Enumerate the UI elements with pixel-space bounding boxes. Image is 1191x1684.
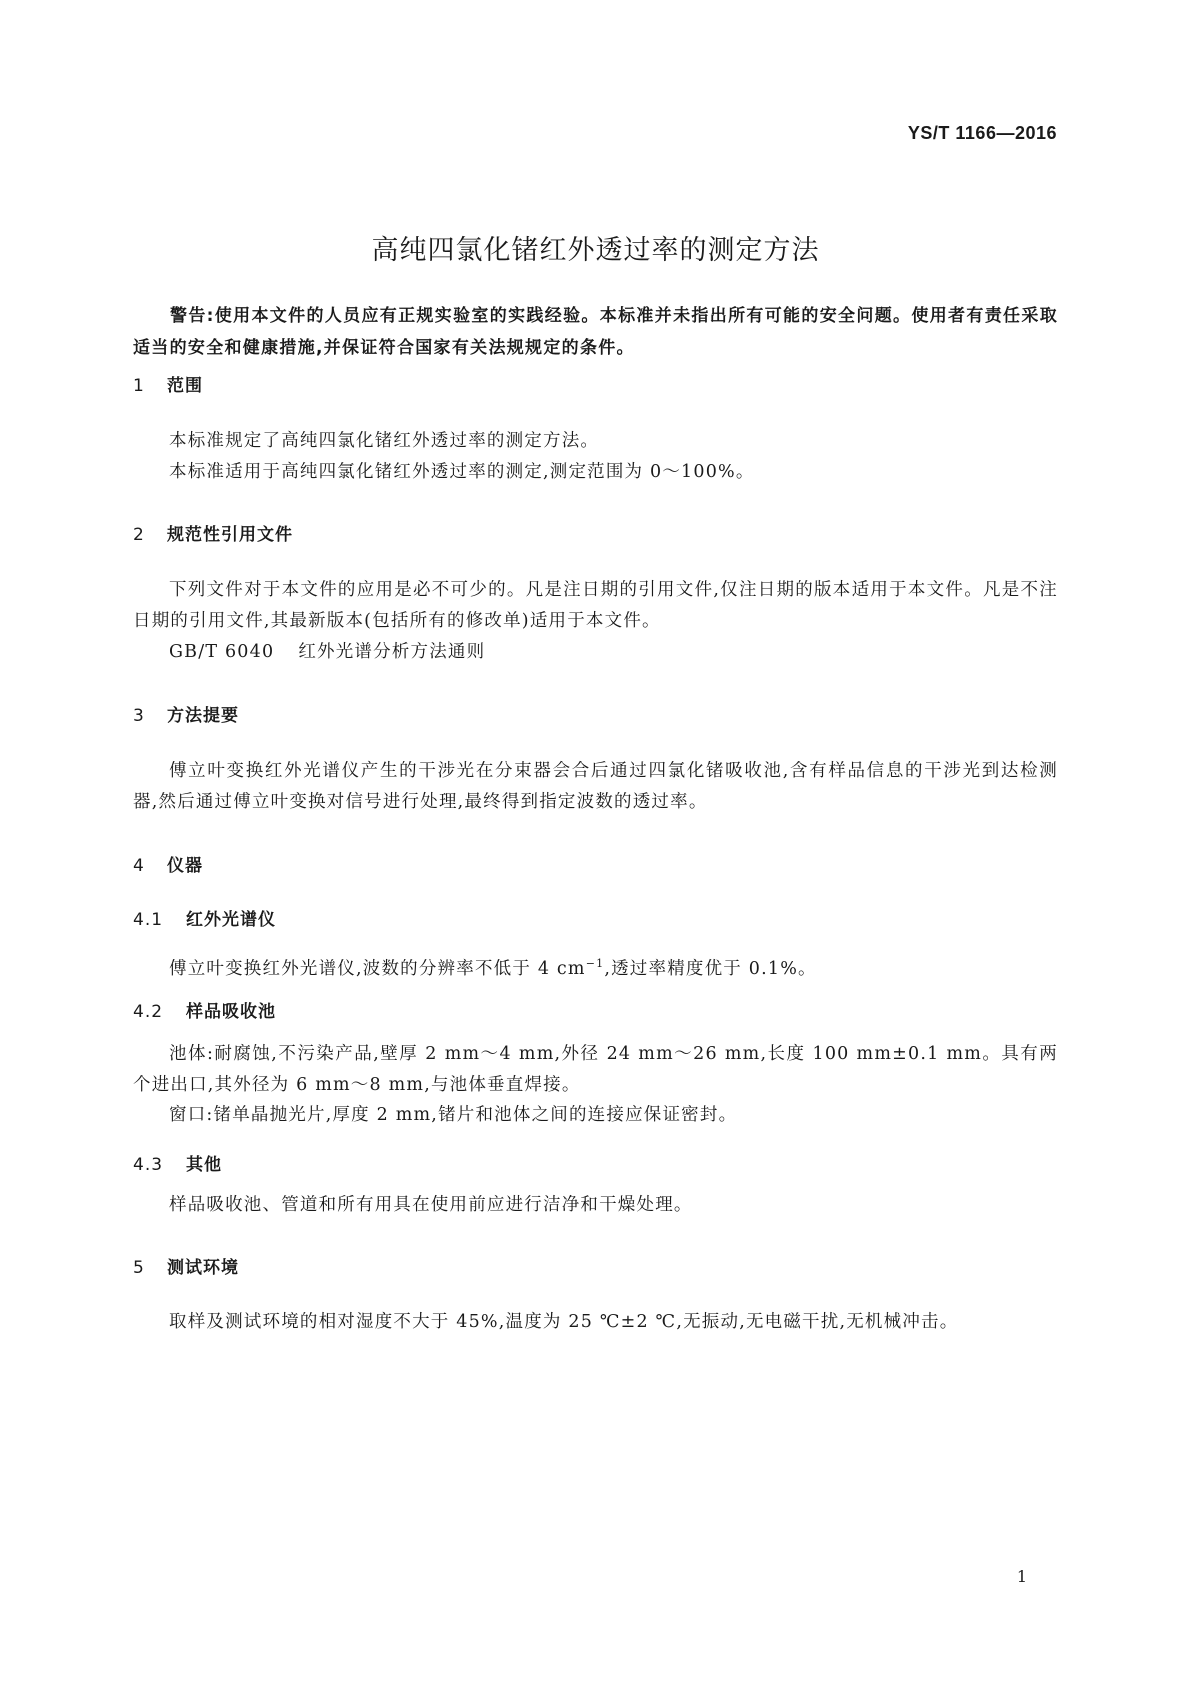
section-4-3-heading <box>133 1150 222 1175</box>
warning-paragraph: 警告:使用本文件的人员应有正规实验室的实践经验。本标准并未指出所有可能的安全问题。使用者有责任采取适当的安全和健康措施,并保证符合国家有关法规规定的条件。 <box>133 306 1058 358</box>
section-5-heading <box>133 1253 239 1278</box>
page-number: 1 <box>1016 1567 1027 1586</box>
section-number: 5 <box>133 1258 145 1278</box>
subsection-number: 4.3 <box>133 1155 164 1175</box>
section-1-paragraph-1: 本标准规定了高纯四氯化锗红外透过率的测定方法。 <box>169 431 600 451</box>
section-title: 范围 <box>167 376 203 396</box>
section-title: 测试环境 <box>167 1258 239 1278</box>
document-title: 高纯四氯化锗红外透过率的测定方法 <box>371 235 820 266</box>
section-3-heading <box>133 701 239 726</box>
subsection-number: 4.2 <box>133 1002 164 1022</box>
standard-code: YS/T 1166—2016 <box>907 123 1057 143</box>
section-2-paragraph-1: 下列文件对于本文件的应用是必不可少的。凡是注日期的引用文件,仅注日期的版本适用于本文件。凡是不注日期的引用文件,其最新版本(包括所有的修改单)适用于本文件。 <box>133 580 1058 631</box>
text-after-superscript: ,透过率精度优于 0.1%。 <box>604 958 817 979</box>
section-4-heading <box>133 851 203 876</box>
section-4-2-heading <box>133 997 276 1022</box>
section-number: 1 <box>133 376 145 396</box>
reference-title: 红外光谱分析方法通则 <box>298 642 486 662</box>
superscript: −1 <box>585 957 605 970</box>
section-4-1-paragraph-1 <box>133 948 1058 985</box>
section-4-2-paragraph-2: 窗口:锗单晶抛光片,厚度 2 mm,锗片和池体之间的连接应保证密封。 <box>169 1105 738 1125</box>
normative-reference-item <box>169 638 485 663</box>
section-5-paragraph-1: 取样及测试环境的相对湿度不大于 45%,温度为 25 ℃±2 ℃,无振动,无电磁干扰,无机械冲击。 <box>169 1312 959 1332</box>
reference-code: GB/T 6040 <box>169 642 275 662</box>
subsection-title: 其他 <box>186 1155 222 1175</box>
section-4-3-paragraph-1: 样品吸收池、管道和所有用具在使用前应进行洁净和干燥处理。 <box>169 1195 693 1215</box>
section-4-1-heading <box>133 905 276 930</box>
section-number: 2 <box>133 525 145 545</box>
section-2-heading <box>133 520 293 545</box>
subsection-title: 样品吸收池 <box>186 1002 276 1022</box>
section-title: 方法提要 <box>167 706 239 726</box>
section-3-paragraph-1: 傅立叶变换红外光谱仪产生的干涉光在分束器会合后通过四氯化锗吸收池,含有样品信息的干涉光到达检测器,然后通过傅立叶变换对信号进行处理,最终得到指定波数的透过率。 <box>133 761 1058 812</box>
section-number: 3 <box>133 706 145 726</box>
subsection-title: 红外光谱仪 <box>186 910 276 930</box>
section-title: 规范性引用文件 <box>167 525 293 545</box>
section-1-paragraph-2: 本标准适用于高纯四氯化锗红外透过率的测定,测定范围为 0～100%。 <box>169 462 755 482</box>
subsection-number: 4.1 <box>133 910 164 930</box>
section-1-heading <box>133 371 203 396</box>
section-4-2-paragraph-1: 池体:耐腐蚀,不污染产品,壁厚 2 mm～4 mm,外径 24 mm～26 mm,长度 100 mm±0.1 mm。具有两个进出口,其外径为 6 mm～8 mm,与池体垂直焊接。 <box>133 1044 1058 1095</box>
section-number: 4 <box>133 856 145 876</box>
text-before-superscript: 傅立叶变换红外光谱仪,波数的分辨率不低于 4 cm <box>169 958 586 979</box>
section-title: 仪器 <box>167 856 203 876</box>
